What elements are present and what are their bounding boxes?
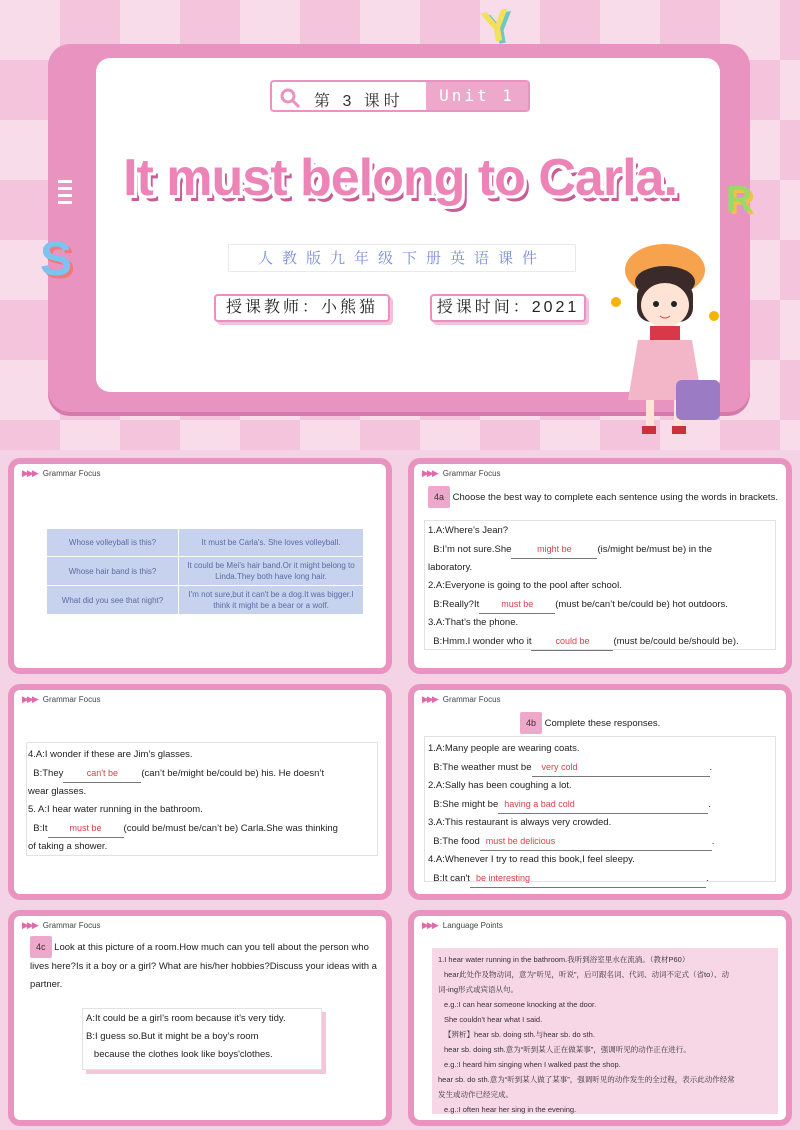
exercise-badge: 4a bbox=[428, 486, 450, 508]
chevron-right-icon: ▶▶▶ bbox=[422, 694, 437, 704]
letter-s-decoration: S bbox=[40, 233, 73, 286]
slide-header: ▶▶▶ Language Points bbox=[422, 920, 503, 930]
chevron-right-icon: ▶▶▶ bbox=[22, 468, 37, 478]
unit-label: Unit 1 bbox=[426, 82, 528, 110]
exercise-text: 1.A:Many people are wearing coats. B:The weather must be very cold . 2.A:Sally has been coughing a lot. B:She might be having a bad cold . 3.A:This restaurant is always very crowded. B:The food must be delicious . 4.A:Whenever I try to read this book,I feel sleepy. B:It can't be interesting . bbox=[428, 740, 778, 888]
slide-exercise-4c bbox=[8, 910, 392, 1126]
page-title: It must belong to Carla. bbox=[123, 149, 677, 207]
table-cell: I'm not sure,but it can't be a dog.It was bigger.I think it might be a bear or a wolf. bbox=[179, 586, 364, 615]
lesson-number: 第 3 课时 bbox=[314, 93, 404, 110]
answer: must be delicious bbox=[480, 832, 712, 851]
letter-y-decoration: Y bbox=[477, 0, 516, 54]
table-cell: What did you see that night? bbox=[47, 586, 179, 615]
exercise-badge: 4b bbox=[520, 712, 542, 734]
chevron-right-icon: ▶▶▶ bbox=[422, 920, 437, 930]
date-label: 授课时间：2021 bbox=[430, 294, 586, 322]
chevron-right-icon: ▶▶▶ bbox=[22, 694, 37, 704]
teacher-label: 授课教师：小熊猫 bbox=[214, 294, 390, 322]
lesson-tag bbox=[270, 80, 530, 112]
search-icon bbox=[278, 86, 302, 110]
chevron-right-icon: ▶▶▶ bbox=[22, 920, 37, 930]
answer: must be bbox=[48, 819, 124, 838]
language-points-panel: 1.I hear water running in the bathroom.我听到浴室里水在流淌。（教材P60） hear此处作及物动词，意为“听见，听说”，后可跟名词、代词、动词不定式（省to）、动 词-ing形式或宾语从句。 e.g.:I can hear someone knocking at the door. She couldn't hear what I said. 【辨析】hear sb. doing sth.与hear sb. do sth. hear sb. doing sth.意为“听到某人正在做某事”，强调听见的动作正在进行。 e.g.:I heard him singing when I walked past the shop. hear sb. do sth.意为“听到某人做了某事”，强调听见的动作发生的全过程，表示此动作经常 发生或动作已经完成。 e.g.:I often hear her sing in the evening. bbox=[432, 948, 778, 1114]
table-row bbox=[47, 529, 364, 557]
table-cell: It could be Mei's hair band.Or it might belong to Linda.They both have long hair. bbox=[179, 557, 364, 586]
grammar-table bbox=[46, 528, 364, 615]
table-row bbox=[47, 586, 364, 615]
answer: very cold bbox=[532, 758, 710, 777]
answer: be interesting bbox=[470, 869, 706, 888]
slide-grammar-focus-table bbox=[8, 458, 392, 674]
chevron-right-icon: ▶▶▶ bbox=[422, 468, 437, 478]
exercise-badge: 4c bbox=[30, 936, 52, 958]
answer: might be bbox=[511, 540, 597, 559]
dialogue-text: A:It could be a girl’s room because it’s very tidy. B:I guess so.But it might be a boy’s room because the clothes look like boys'clothes. bbox=[86, 1013, 286, 1060]
slide-exercise-4a-continued bbox=[8, 684, 392, 900]
girl-illustration bbox=[610, 230, 740, 440]
table-row bbox=[47, 557, 364, 586]
instruction: 4c Look at this picture of a room.How much can you tell about the person who lives here?Is it a boy or a girl? What are his/her hobbies?Discuss your ideas with a partner. bbox=[30, 936, 380, 994]
slide-exercise-4b bbox=[408, 684, 792, 900]
answer: could be bbox=[531, 632, 613, 651]
table-cell: It must be Carla's. She loves volleyball. bbox=[179, 529, 364, 557]
slide-language-points bbox=[408, 910, 792, 1126]
answer: having a bad cold bbox=[498, 795, 708, 814]
exercise-text: 4.A:I wonder if these are Jim’s glasses. B:They can't be (can’t be/might be/could be) his. He doesn’t wear glasses. 5. A:I hear water running in the bathroom. B:It must be (could be/must be/can’t be) Carla.She was thinking of taking a shower. bbox=[28, 749, 338, 852]
slide-header: ▶▶▶ Grammar Focus bbox=[22, 920, 101, 930]
table-cell: Whose volleyball is this? bbox=[47, 529, 179, 557]
slide-header: ▶▶▶ Grammar Focus bbox=[22, 468, 101, 478]
slide-exercise-4a bbox=[408, 458, 792, 674]
instruction: 4b Complete these responses. bbox=[520, 712, 660, 734]
answer: can't be bbox=[63, 764, 141, 783]
subtitle: 人教版九年级下册英语课件 bbox=[228, 244, 576, 272]
cover-slide bbox=[0, 0, 800, 450]
letter-r-decoration: R bbox=[726, 178, 752, 219]
slide-header: ▶▶▶ Grammar Focus bbox=[422, 694, 501, 704]
instruction: 4a Choose the best way to complete each sentence using the words in brackets. bbox=[428, 486, 778, 508]
answer: must be bbox=[479, 595, 555, 614]
slide-header: ▶▶▶ Grammar Focus bbox=[22, 694, 101, 704]
slide-header: ▶▶▶ Grammar Focus bbox=[422, 468, 501, 478]
exercise-text: 1.A:Where’s Jean? B:I’m not sure.She might be (is/might be/must be) in the laboratory. 2.A:Everyone is going to the pool after school. B:Really?It must be (must be/can’t be/could be) hot outdoors. 3.A:That’s the phone. B:Hmm.I wonder who it could be (must be/could be/should be). bbox=[428, 522, 780, 651]
table-cell: Whose hair band is this? bbox=[47, 557, 179, 586]
